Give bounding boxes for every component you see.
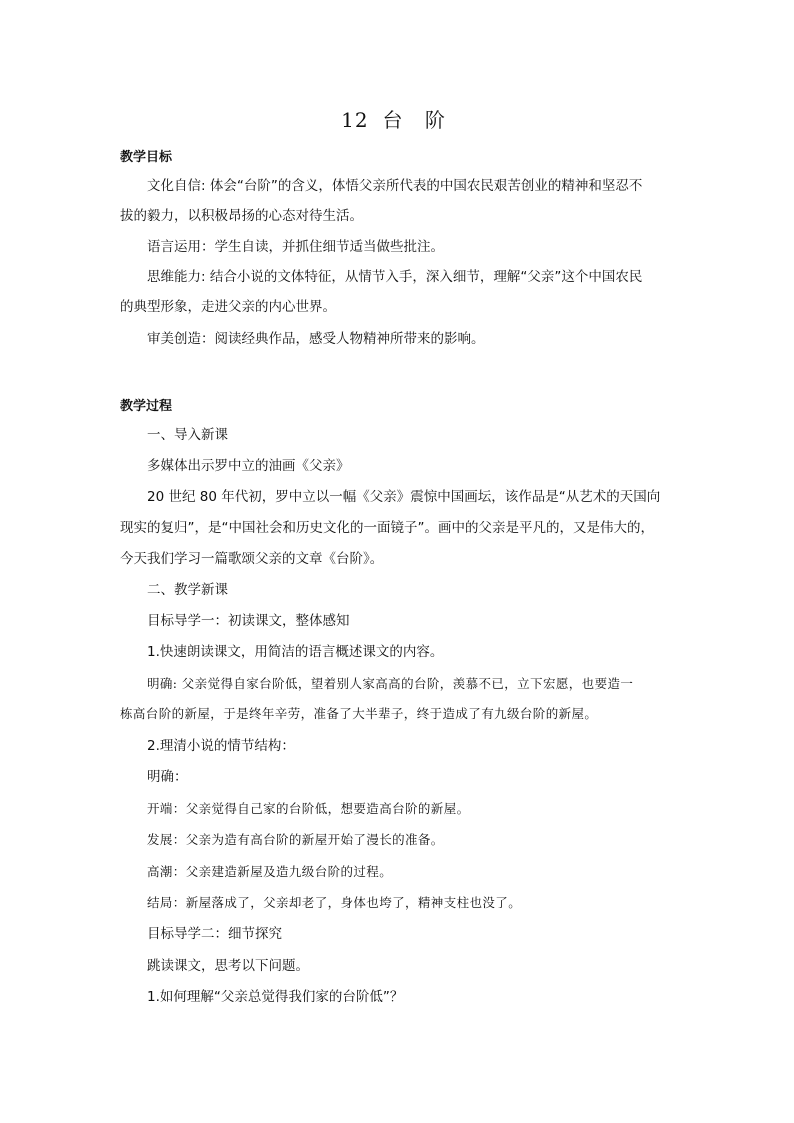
goal-guide: 目标导学一：初读课文，整体感知 bbox=[147, 613, 350, 629]
goal-line: 语言运用：学生自读，并抓住细节适当做些批注。 bbox=[147, 239, 444, 255]
lesson-title: 台 阶 bbox=[382, 108, 453, 132]
process-heading: 教学过程 bbox=[120, 399, 173, 414]
plot-line: 发展：父亲为造有高台阶的新屋开始了漫长的准备。 bbox=[147, 832, 444, 847]
goal-line: 审美创造：阅读经典作品，感受人物精神所带来的影响。 bbox=[147, 331, 485, 347]
question: 1.快速朗读课文，用简洁的语言概述课文的内容。 bbox=[147, 644, 444, 660]
plot-line: 高潮：父亲建造新屋及造九级台阶的过程。 bbox=[147, 864, 393, 879]
goal-line: 拔的毅力，以积极昂扬的心态对待生活。 bbox=[120, 208, 363, 224]
question: 2.理清小说的情节结构： bbox=[147, 738, 295, 754]
goal-line: 的典型形象，走进父亲的内心世界。 bbox=[120, 299, 336, 315]
goal-line: 文化自信: 体会“台阶”的含义，体悟父亲所代表的中国农民艰苦创业的精神和坚忍不 bbox=[147, 178, 643, 194]
page-title bbox=[0, 104, 794, 133]
para-line: 20 世纪 80 年代初，罗中立以一幅《父亲》震惊中国画坛，该作品是“从艺术的天国向 bbox=[147, 489, 661, 505]
section-heading: 二、教学新课 bbox=[147, 582, 228, 598]
answer-label: 明确： bbox=[147, 769, 188, 785]
goal-line: 思维能力: 结合小说的文体特征，从情节入手，深入细节，理解“父亲”这个中国农民 bbox=[147, 269, 643, 285]
question: 1.如何理解“父亲总觉得我们家的台阶低”？ bbox=[147, 989, 404, 1005]
plot-line: 开端：父亲觉得自己家的台阶低，想要造高台阶的新屋。 bbox=[147, 801, 470, 816]
answer-line: 明确: 父亲觉得自家台阶低，望着别人家高高的台阶，羡慕不已，立下宏愿，也要造一 bbox=[147, 676, 634, 691]
lesson-number: 12 bbox=[341, 108, 369, 132]
intro-line: 多媒体出示罗中立的油画《父亲》 bbox=[147, 458, 350, 474]
para-line: 今天我们学习一篇歌颂父亲的文章《台阶》。 bbox=[120, 551, 384, 567]
section-heading: 一、导入新课 bbox=[147, 427, 228, 443]
goals-heading: 教学目标 bbox=[120, 150, 173, 165]
para-line: 现实的复归”，是“中国社会和历史文化的一面镜子”。画中的父亲是平凡的，又是伟大的， bbox=[120, 520, 654, 536]
plot-line: 结局：新屋落成了，父亲却老了，身体也垮了，精神支柱也没了。 bbox=[147, 895, 522, 910]
answer-line: 栋高台阶的新屋，于是终年辛劳，准备了大半辈子，终于造成了有九级台阶的新屋。 bbox=[120, 706, 598, 721]
goal-guide: 目标导学二：细节探究 bbox=[147, 926, 282, 942]
task-line: 跳读课文，思考以下问题。 bbox=[147, 958, 309, 974]
